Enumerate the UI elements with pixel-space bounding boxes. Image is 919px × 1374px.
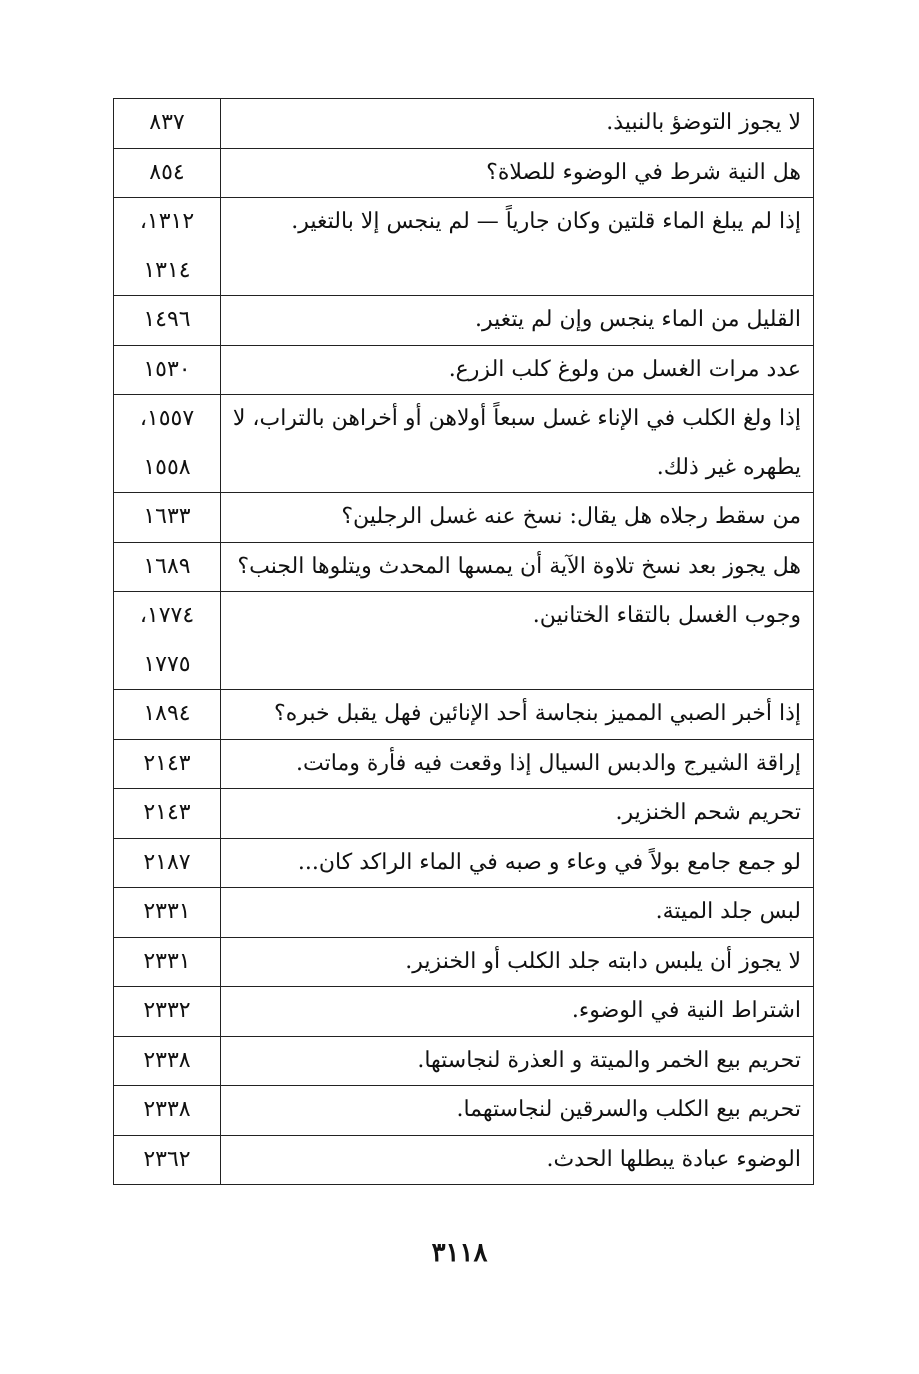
table-row <box>114 395 814 493</box>
reference-cell <box>114 937 221 987</box>
topic-cell: لبس جلد الميتة. <box>221 888 814 938</box>
table-row <box>114 198 814 296</box>
reference-number: ١٦٨٩ <box>143 553 191 579</box>
reference-number: ٢١٤٣ <box>143 750 191 776</box>
topic-cell: إراقة الشيرج والدبس السيال إذا وقعت فيه فأرة وماتت. <box>221 739 814 789</box>
reference-number: ١٧٧٥ <box>143 651 191 677</box>
reference-number: ٢٣٣١ <box>143 899 191 924</box>
reference-cell <box>114 198 221 296</box>
table-row <box>114 739 814 789</box>
reference-number: ١٥٥٧، <box>139 406 195 431</box>
reference-cell <box>114 296 221 346</box>
topic-cell: تحريم بيع الكلب والسرقين لنجاستهما. <box>221 1086 814 1136</box>
reference-cell <box>114 789 221 839</box>
reference-cell <box>114 99 221 149</box>
topic-cell: إذا لم يبلغ الماء قلتين وكان جارياً — لم ينجس إلا بالتغير. <box>221 198 814 296</box>
reference-cell <box>114 592 221 690</box>
topic-cell: لا يجوز التوضؤ بالنبيذ. <box>221 99 814 149</box>
table-row <box>114 542 814 592</box>
topic-cell: تحريم شحم الخنزير. <box>221 789 814 839</box>
topic-cell: من سقط رجلاه هل يقال: نسخ عنه غسل الرجلين؟ <box>221 493 814 543</box>
table-row <box>114 789 814 839</box>
topic-cell: عدد مرات الغسل من ولوغ كلب الزرع. <box>221 345 814 395</box>
topic-cell: هل يجوز بعد نسخ تلاوة الآية أن يمسها المحدث ويتلوها الجنب؟ <box>221 542 814 592</box>
reference-number: ٢١٤٣ <box>143 800 191 825</box>
reference-cell <box>114 690 221 740</box>
reference-number: ٢٣٣٢ <box>143 998 191 1023</box>
reference-number: ١٣١٤ <box>143 257 191 283</box>
topic-cell: تحريم بيع الخمر والميتة و العذرة لنجاستها. <box>221 1036 814 1086</box>
reference-cell <box>114 542 221 592</box>
reference-number: ١٤٩٦ <box>143 307 191 332</box>
reference-number: ١٨٩٤ <box>143 701 191 726</box>
table-row <box>114 345 814 395</box>
reference-cell <box>114 493 221 543</box>
table-row <box>114 1036 814 1086</box>
reference-cell <box>114 739 221 789</box>
reference-cell <box>114 395 221 493</box>
reference-number: ١٥٣٠ <box>143 356 191 382</box>
reference-number: ١٣١٢، <box>139 209 195 234</box>
topic-cell: هل النية شرط في الوضوء للصلاة؟ <box>221 148 814 198</box>
topic-cell: وجوب الغسل بالتقاء الختانين. <box>221 592 814 690</box>
topic-cell: القليل من الماء ينجس وإن لم يتغير. <box>221 296 814 346</box>
reference-number: ٨٥٤ <box>149 159 185 185</box>
reference-number: ٨٣٧ <box>149 110 185 135</box>
page-number: ٣١١٨ <box>431 1238 488 1268</box>
reference-number: ١٥٥٨ <box>143 454 191 480</box>
topic-cell: إذا أخبر الصبي المميز بنجاسة أحد الإنائين فهل يقبل خبره؟ <box>221 690 814 740</box>
index-table-body <box>114 99 814 1185</box>
reference-number: ١٦٣٣ <box>143 504 191 529</box>
topic-cell: اشتراط النية في الوضوء. <box>221 987 814 1037</box>
table-row <box>114 987 814 1037</box>
table-row <box>114 148 814 198</box>
reference-number: ١٧٧٤، <box>139 603 195 628</box>
reference-number: ٢٣٦٢ <box>143 1146 191 1172</box>
reference-cell <box>114 1135 221 1185</box>
table-row <box>114 888 814 938</box>
table-row <box>114 493 814 543</box>
reference-cell <box>114 838 221 888</box>
table-row <box>114 937 814 987</box>
reference-cell <box>114 888 221 938</box>
topic-cell: إذا ولغ الكلب في الإناء غسل سبعاً أولاهن أو أخراهن بالتراب، لا يطهره غير ذلك. <box>221 395 814 493</box>
reference-number: ٢٣٣١ <box>143 948 191 974</box>
table-row <box>114 838 814 888</box>
reference-cell <box>114 345 221 395</box>
reference-cell <box>114 987 221 1037</box>
table-row <box>114 1086 814 1136</box>
reference-cell <box>114 1036 221 1086</box>
index-table <box>113 98 814 1185</box>
reference-cell <box>114 1086 221 1136</box>
reference-number: ٢٣٣٨ <box>143 1097 191 1122</box>
reference-number: ٢٣٣٨ <box>143 1047 191 1073</box>
topic-cell: لا يجوز أن يلبس دابته جلد الكلب أو الخنزير. <box>221 937 814 987</box>
table-row <box>114 99 814 149</box>
topic-cell: الوضوء عبادة يبطلها الحدث. <box>221 1135 814 1185</box>
table-row <box>114 592 814 690</box>
table-row <box>114 1135 814 1185</box>
reference-number: ٢١٨٧ <box>143 849 191 875</box>
table-row <box>114 296 814 346</box>
table-row <box>114 690 814 740</box>
reference-cell <box>114 148 221 198</box>
topic-cell: لو جمع جامع بولاً في وعاء و صبه في الماء الراكد كان... <box>221 838 814 888</box>
